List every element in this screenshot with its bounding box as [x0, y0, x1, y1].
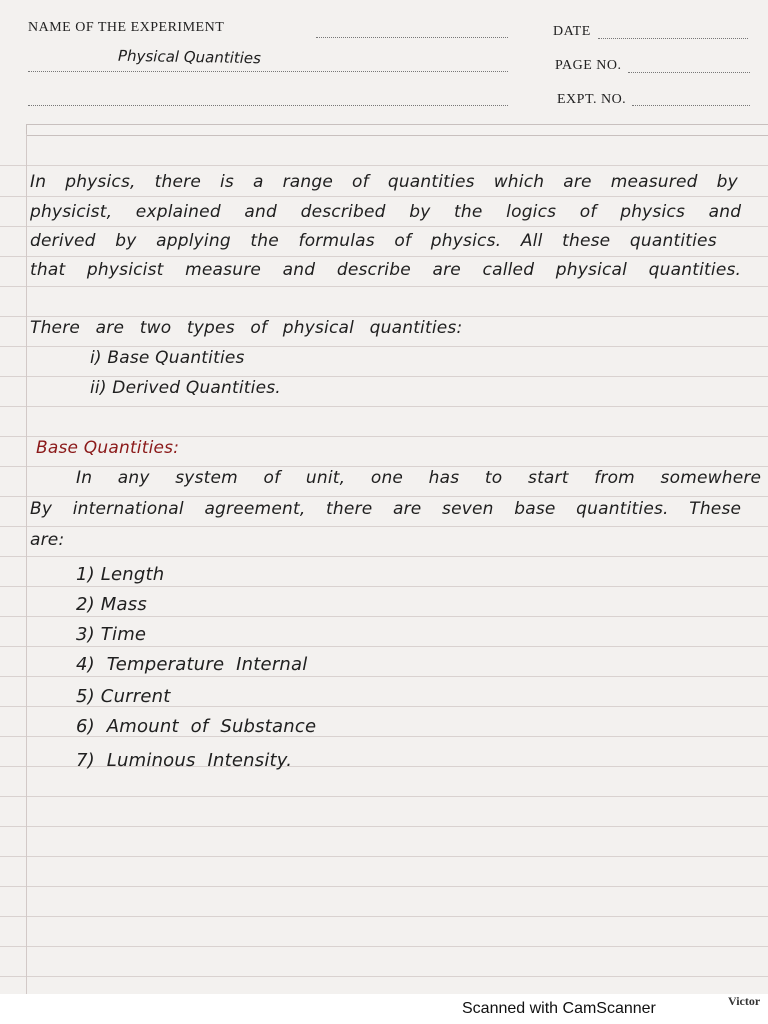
experiment-name-line-2 — [28, 71, 508, 72]
ruled-line — [0, 376, 768, 377]
word: quantities — [387, 172, 475, 192]
corner-brand-text: Victor — [728, 994, 761, 1008]
ruled-line — [0, 286, 768, 287]
ruled-line — [0, 676, 768, 677]
expt-no-label: EXPT. NO. — [557, 92, 627, 107]
ruled-line — [0, 496, 768, 497]
ruled-line — [0, 436, 768, 437]
base-item: 7) Luminous Intensity. — [76, 750, 293, 771]
ruled-line — [0, 316, 768, 317]
ruled-line — [0, 796, 768, 797]
margin-line — [26, 134, 27, 994]
word: is — [219, 172, 234, 192]
types-item: ii) Derived Quantities. — [90, 378, 281, 398]
intro-line: derived by applying the formulas of physics. All these quantities — [30, 231, 717, 251]
experiment-name-value: Physical Quantities — [117, 46, 262, 68]
base-line: are: — [30, 530, 65, 550]
header-divider-box — [26, 124, 768, 136]
ruled-line — [0, 826, 768, 827]
ruled-line — [0, 946, 768, 947]
intro-line — [30, 172, 738, 192]
ruled-line — [0, 976, 768, 977]
ruled-line — [0, 346, 768, 347]
ruled-line — [0, 646, 768, 647]
ruled-line — [0, 916, 768, 917]
word: are — [563, 172, 592, 192]
base-quantities-heading: Base Quantities: — [36, 438, 180, 458]
word: of — [352, 172, 369, 192]
ruled-line — [0, 165, 768, 166]
word: range — [282, 172, 334, 192]
experiment-name-line-3 — [28, 105, 508, 106]
date-line — [598, 38, 748, 39]
scanner-watermark: Scanned with CamScanner — [462, 1000, 656, 1017]
ruled-line — [0, 586, 768, 587]
word: In — [30, 172, 47, 192]
word: measured — [610, 172, 698, 192]
ruled-line — [0, 556, 768, 557]
base-item: 3) Time — [76, 624, 147, 645]
page-no-line — [628, 72, 750, 73]
word: a — [252, 172, 264, 192]
types-heading: There are two types of physical quantities: — [30, 318, 463, 338]
base-line: In any system of unit, one has to start from somewhere — [76, 468, 762, 488]
intro-line: that physicist measure and describe are called physical quantities. — [30, 260, 742, 280]
base-item: 5) Current — [76, 686, 171, 707]
experiment-name-line — [316, 37, 508, 38]
date-label: DATE — [553, 24, 591, 39]
ruled-line — [0, 526, 768, 527]
base-item: 6) Amount of Substance — [76, 716, 317, 737]
expt-no-line — [632, 105, 750, 106]
base-item: 2) Mass — [76, 594, 147, 615]
ruled-line — [0, 466, 768, 467]
ruled-line — [0, 406, 768, 407]
types-item: i) Base Quantities — [90, 348, 245, 368]
word: by — [716, 172, 738, 192]
ruled-line — [0, 256, 768, 257]
intro-line: physicist, explained and described by the logics of physics and — [30, 202, 742, 222]
ruled-line — [0, 196, 768, 197]
word: there — [154, 172, 201, 192]
ruled-line — [0, 886, 768, 887]
page-no-label: PAGE NO. — [555, 58, 622, 73]
experiment-name-label: NAME OF THE EXPERIMENT — [28, 20, 225, 35]
ruled-line — [0, 616, 768, 617]
word: which — [493, 172, 545, 192]
base-line: By international agreement, there are seven base quantities. These — [30, 499, 742, 519]
base-item: 4) Temperature Internal — [76, 654, 308, 675]
ruled-line — [0, 856, 768, 857]
base-item: 1) Length — [76, 564, 165, 585]
word: physics, — [65, 172, 136, 192]
ruled-line — [0, 226, 768, 227]
